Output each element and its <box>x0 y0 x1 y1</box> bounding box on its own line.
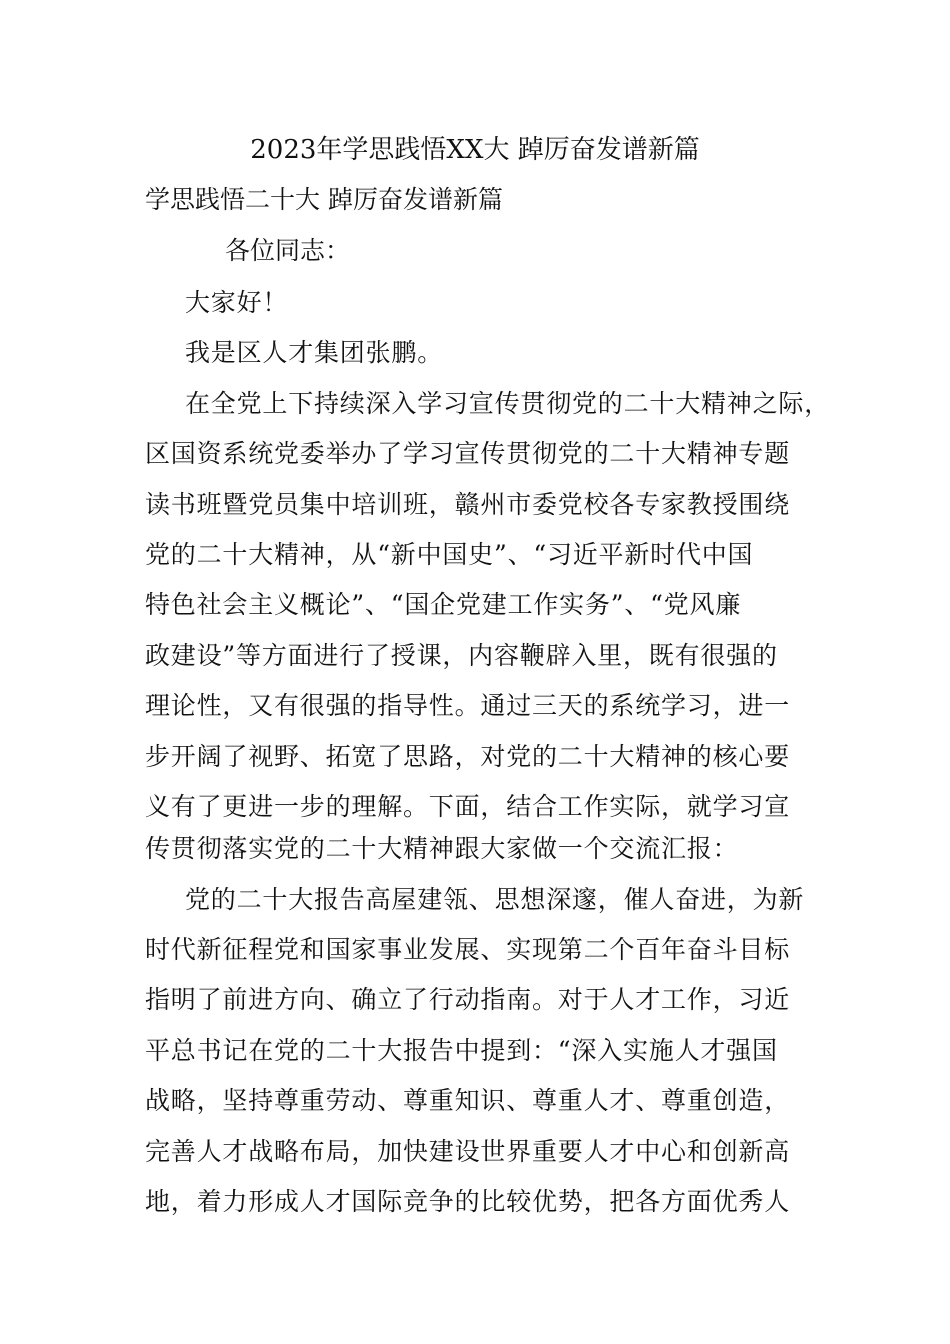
paragraph-line: 区国资系统党委举办了学习宣传贯彻党的二十大精神专题 <box>145 439 791 468</box>
paragraph-line: 政建设”等方面进行了授课，内容鞭辟入里，既有很强的 <box>145 641 778 670</box>
paragraph-line: 特色社会主义概论”、“国企党建工作实务”、“党风廉 <box>145 590 742 619</box>
paragraph-line: 党的二十大报告高屋建瓴、思想深邃，催人奋进，为新 <box>185 885 805 914</box>
document-subtitle: 学思践悟二十大 踔厉奋发谱新篇 <box>145 185 503 214</box>
paragraph-line: 平总书记在党的二十大报告中提到：“深入实施人才强国 <box>145 1036 778 1065</box>
paragraph-line: 指明了前进方向、确立了行动指南。对于人才工作，习近 <box>145 985 791 1014</box>
salutation: 各位同志： <box>225 236 351 265</box>
paragraph-line: 传贯彻落实党的二十大精神跟大家做一个交流汇报： <box>145 834 739 863</box>
paragraph-line: 大家好！ <box>185 288 289 317</box>
paragraph-line: 我是区人才集团张鹏。 <box>185 338 444 367</box>
paragraph-line: 完善人才战略布局，加快建设世界重要人才中心和创新高 <box>145 1137 791 1166</box>
paragraph-line: 战略，坚持尊重劳动、尊重知识、尊重人才、尊重创造， <box>145 1086 791 1115</box>
paragraph-line: 理论性，又有很强的指导性。通过三天的系统学习，进一 <box>145 691 791 720</box>
paragraph-line: 义有了更进一步的理解。下面，结合工作实际，就学习宣 <box>145 792 791 821</box>
paragraph-line: 地，着力形成人才国际竞争的比较优势，把各方面优秀人 <box>145 1187 791 1216</box>
paragraph-line: 读书班暨党员集中培训班，赣州市委党校各专家教授围绕 <box>145 490 791 519</box>
paragraph-line: 时代新征程党和国家事业发展、实现第二个百年奋斗目标 <box>145 935 791 964</box>
paragraph-line: 党的二十大精神，从“新中国史”、“习近平新时代中国 <box>145 540 754 569</box>
paragraph-line: 步开阔了视野、拓宽了思路，对党的二十大精神的核心要 <box>145 742 791 771</box>
paragraph-line: 在全党上下持续深入学习宣传贯彻党的二十大精神之际， <box>185 389 831 418</box>
document-title: 2023年学思践悟XX大 踔厉奋发谱新篇 <box>250 135 700 165</box>
